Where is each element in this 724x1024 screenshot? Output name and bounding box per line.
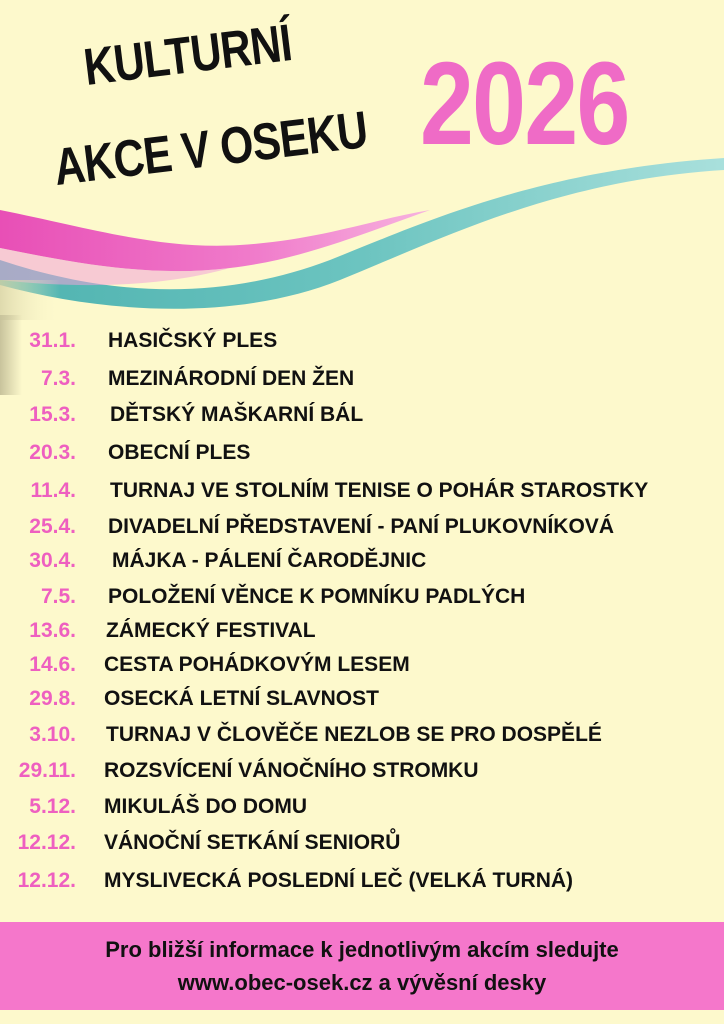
event-name: DIVADELNÍ PŘEDSTAVENÍ - PANÍ PLUKOVNÍKOVÁ [108, 515, 614, 538]
footer-website-line: www.obec-osek.cz a vývěsní desky [177, 970, 547, 995]
event-row [0, 474, 724, 508]
event-row [0, 614, 724, 648]
event-name: CESTA POHÁDKOVÝM LESEM [104, 653, 410, 676]
footer-banner [0, 922, 724, 1010]
year-heading: 2026 [420, 38, 629, 170]
event-name: MÁJKA - PÁLENÍ ČARODĚJNIC [112, 549, 427, 572]
event-name: HASIČSKÝ PLES [108, 329, 278, 352]
event-name: POLOŽENÍ VĚNCE K POMNÍKU PADLÝCH [108, 585, 526, 608]
event-name: TURNAJ V ČLOVĚČE NEZLOB SE PRO DOSPĚLÉ [106, 723, 602, 746]
event-name: MEZINÁRODNÍ DEN ŽEN [108, 367, 355, 390]
event-date: 7.5. [40, 585, 76, 608]
event-row [0, 398, 724, 432]
event-date: 29.8. [29, 687, 76, 710]
event-row [0, 790, 724, 824]
event-name: OSECKÁ LETNÍ SLAVNOST [104, 687, 379, 710]
event-date: 14.6. [29, 653, 76, 676]
event-name: DĚTSKÝ MAŠKARNÍ BÁL [110, 403, 364, 426]
event-row [0, 754, 724, 788]
event-name: VÁNOČNÍ SETKÁNÍ SENIORŮ [104, 831, 401, 854]
event-row [0, 544, 724, 578]
event-name: ROZSVÍCENÍ VÁNOČNÍHO STROMKU [104, 759, 479, 782]
event-name: MIKULÁŠ DO DOMU [104, 795, 307, 818]
title-line-1: KULTURNÍ [80, 14, 295, 98]
event-date: 25.4. [29, 515, 76, 538]
event-date: 31.1. [29, 329, 76, 352]
event-row [0, 682, 724, 716]
event-row [0, 362, 724, 396]
event-name: OBECNÍ PLES [108, 441, 251, 464]
event-date: 20.3. [29, 441, 76, 464]
event-date: 3.10. [29, 723, 76, 746]
event-date: 15.3. [29, 403, 76, 426]
event-date: 29.11. [18, 759, 76, 782]
event-row [0, 648, 724, 682]
event-row [0, 510, 724, 544]
decorative-wave [0, 150, 724, 320]
event-date: 7.3. [40, 367, 76, 390]
title-line-2: AKCE V OSEKU [50, 101, 371, 198]
event-date: 11.4. [30, 479, 76, 502]
event-row [0, 324, 724, 358]
event-date: 13.6. [29, 619, 76, 642]
event-name: ZÁMECKÝ FESTIVAL [106, 619, 316, 642]
event-row [0, 718, 724, 752]
event-row [0, 826, 724, 860]
event-date: 5.12. [29, 795, 76, 818]
left-fade [0, 280, 60, 320]
event-row [0, 864, 724, 898]
footer-info-line: Pro bližší informace k jednotlivým akcím sledujte [105, 937, 619, 962]
event-row [0, 436, 724, 470]
event-name: TURNAJ VE STOLNÍM TENISE O POHÁR STAROSTKY [110, 479, 649, 502]
event-date: 30.4. [29, 549, 76, 572]
event-date: 12.12. [17, 869, 76, 892]
event-name: MYSLIVECKÁ POSLEDNÍ LEČ (VELKÁ TURNÁ) [104, 869, 574, 892]
event-date: 12.12. [17, 831, 76, 854]
event-row [0, 580, 724, 614]
